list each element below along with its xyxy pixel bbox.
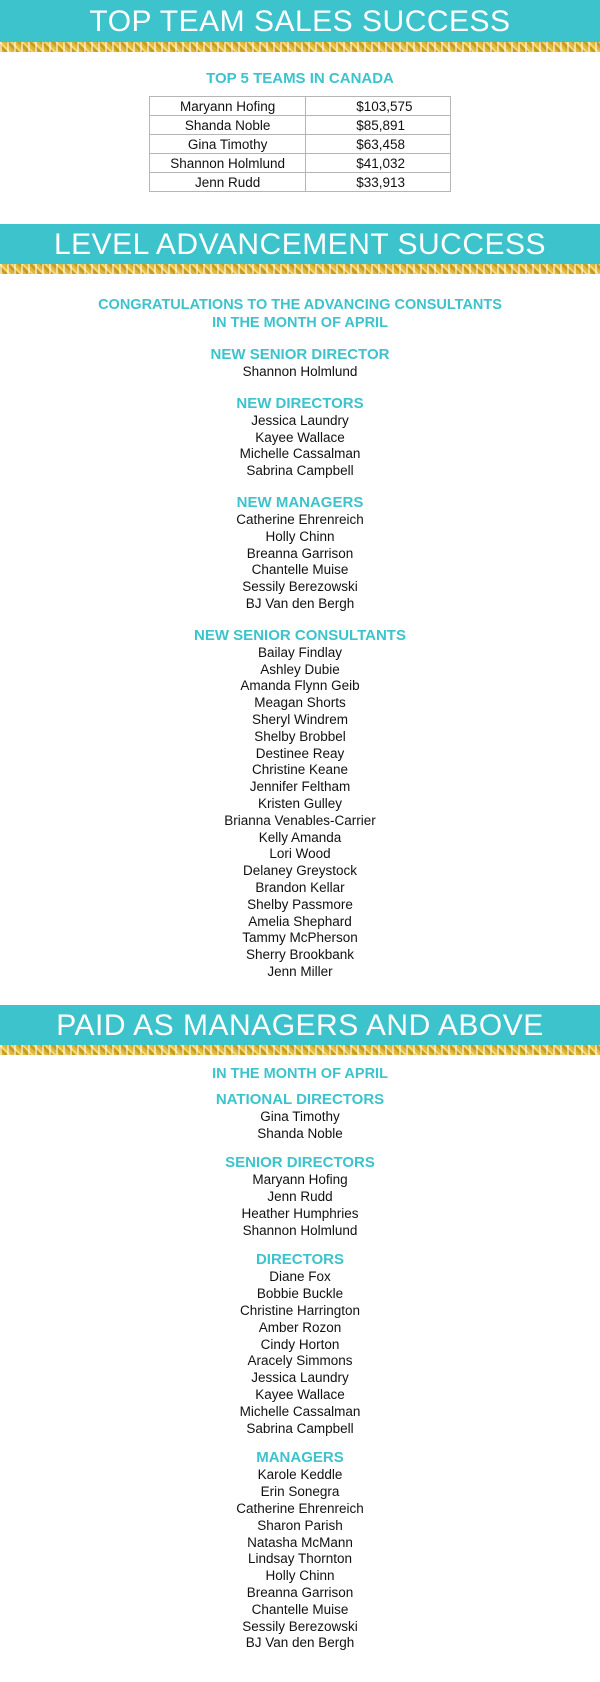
group-heading: NEW MANAGERS <box>236 493 364 511</box>
recognition-group <box>0 395 600 480</box>
consultant-name: Holly Chinn <box>265 1568 335 1584</box>
consultant-name: Holly Chinn <box>265 528 335 544</box>
top-sales-banner-title: TOP TEAM SALES SUCCESS <box>89 5 511 38</box>
consultant-name: Diane Fox <box>269 1269 331 1285</box>
sales-table-row <box>150 173 451 192</box>
team-leader-name: Gina Timothy <box>150 135 306 154</box>
consultant-name: Kayee Wallace <box>255 429 345 445</box>
recognition-group <box>0 494 600 613</box>
consultant-name: Cindy Horton <box>260 1336 340 1352</box>
consultant-name: Aracely Simmons <box>247 1353 353 1369</box>
consultant-name: Amber Rozon <box>258 1319 342 1335</box>
congrats-line-2: IN THE MONTH OF APRIL <box>212 315 388 331</box>
consultant-name: Breanna Garrison <box>246 1585 354 1601</box>
consultant-name: Chantelle Muise <box>251 562 349 578</box>
consultant-name: Sabrina Campbell <box>246 463 354 479</box>
consultant-name: Shelby Brobbel <box>254 728 346 744</box>
consultant-name: Jennifer Feltham <box>249 779 351 795</box>
consultant-name: Lori Wood <box>269 846 331 862</box>
sales-table-row <box>150 97 451 116</box>
name-list <box>0 1467 600 1652</box>
group-heading: NATIONAL DIRECTORS <box>215 1090 385 1108</box>
consultant-name: Jenn Rudd <box>267 1189 333 1205</box>
paid-as-banner <box>0 1005 600 1045</box>
consultant-name: Kayee Wallace <box>255 1387 345 1403</box>
paid-as-month-heading: IN THE MONTH OF APRIL <box>212 1065 388 1082</box>
name-list <box>0 364 600 381</box>
sales-table-row <box>150 154 451 173</box>
consultant-name: Breanna Garrison <box>246 545 354 561</box>
consultant-name: Sherry Brookbank <box>245 947 355 963</box>
consultant-name: Meagan Shorts <box>254 695 346 711</box>
team-leader-name: Maryann Hofing <box>150 97 306 116</box>
consultant-name: Christine Keane <box>251 762 349 778</box>
consultant-name: Jenn Miller <box>267 963 333 979</box>
sales-table-row <box>150 135 451 154</box>
name-list <box>0 1172 600 1239</box>
team-leader-name: Shannon Holmlund <box>150 154 306 173</box>
consultant-name: Lindsay Thornton <box>247 1551 353 1567</box>
recognition-group <box>0 1091 600 1143</box>
level-advancement-banner <box>0 224 600 264</box>
consultant-name: Michelle Cassalman <box>239 446 361 462</box>
consultant-name: Sessily Berezowski <box>242 579 358 595</box>
consultant-name: Jessica Laundry <box>251 1370 349 1386</box>
consultant-name: Catherine Ehrenreich <box>236 511 364 527</box>
consultant-name: Karole Keddle <box>257 1467 343 1483</box>
group-heading: DIRECTORS <box>255 1251 345 1269</box>
group-heading: MANAGERS <box>256 1449 344 1467</box>
top5-sales-table <box>149 96 451 192</box>
congrats-heading <box>0 296 600 332</box>
consultant-name: Delaney Greystock <box>242 863 358 879</box>
name-list <box>0 413 600 480</box>
level-advancement-banner-title: LEVEL ADVANCEMENT SUCCESS <box>53 228 547 261</box>
team-sales-amount: $63,458 <box>306 135 451 154</box>
consultant-name: Destinee Reay <box>255 745 345 761</box>
name-list <box>0 512 600 613</box>
consultant-name: Brandon Kellar <box>255 879 345 895</box>
consultant-name: Kelly Amanda <box>258 829 342 845</box>
name-list <box>0 1269 600 1437</box>
recognition-group <box>0 1251 600 1437</box>
recognition-group <box>0 1449 600 1652</box>
consultant-name: Maryann Hofing <box>252 1172 348 1188</box>
level-advancement-groups <box>0 346 600 981</box>
paid-as-groups <box>0 1091 600 1653</box>
consultant-name: Sharon Parish <box>257 1517 343 1533</box>
consultant-name: Natasha McMann <box>247 1534 353 1550</box>
consultant-name: Shelby Passmore <box>247 896 353 912</box>
consultant-name: Shanda Noble <box>257 1125 343 1141</box>
consultant-name: Michelle Cassalman <box>239 1403 361 1419</box>
top5-heading: TOP 5 TEAMS IN CANADA <box>206 70 394 87</box>
consultant-name: Christine Harrington <box>239 1303 361 1319</box>
consultant-name: Tammy McPherson <box>242 930 358 946</box>
consultant-name: Ashley Dubie <box>260 661 340 677</box>
consultant-name: Erin Sonegra <box>260 1484 340 1500</box>
consultant-name: Bailay Findlay <box>257 644 343 660</box>
paid-as-banner-title: PAID AS MANAGERS AND ABOVE <box>56 1008 544 1042</box>
sales-table-row <box>150 116 451 135</box>
consultant-name: BJ Van den Bergh <box>245 1635 355 1651</box>
group-heading: NEW DIRECTORS <box>236 394 364 412</box>
consultant-name: BJ Van den Bergh <box>245 595 355 611</box>
group-heading: NEW SENIOR DIRECTOR <box>210 346 390 363</box>
team-sales-amount: $41,032 <box>306 154 451 173</box>
consultant-name: Sheryl Windrem <box>251 711 349 727</box>
team-sales-amount: $103,575 <box>306 97 451 116</box>
recognition-group <box>0 1154 600 1239</box>
consultant-name: Amelia Shephard <box>248 913 352 929</box>
consultant-name: Shannon Holmlund <box>242 364 358 379</box>
group-heading: SENIOR DIRECTORS <box>225 1154 375 1172</box>
consultant-name: Brianna Venables-Carrier <box>224 812 376 828</box>
top-sales-banner <box>0 0 600 42</box>
consultant-name: Shannon Holmlund <box>242 1222 358 1238</box>
consultant-name: Sessily Berezowski <box>242 1618 358 1634</box>
congrats-line-1: CONGRATULATIONS TO THE ADVANCING CONSULTANTS <box>98 297 502 313</box>
team-leader-name: Shanda Noble <box>150 116 306 135</box>
recognition-group <box>0 346 600 381</box>
recognition-group <box>0 627 600 981</box>
consultant-name: Jessica Laundry <box>251 412 349 428</box>
consultant-name: Catherine Ehrenreich <box>236 1501 364 1517</box>
consultant-name: Sabrina Campbell <box>246 1420 354 1436</box>
group-heading: NEW SENIOR CONSULTANTS <box>194 626 406 644</box>
team-sales-amount: $85,891 <box>306 116 451 135</box>
name-list <box>0 1109 600 1143</box>
consultant-name: Gina Timothy <box>260 1108 340 1124</box>
team-sales-amount: $33,913 <box>306 173 451 192</box>
consultant-name: Heather Humphries <box>241 1205 359 1221</box>
consultant-name: Chantelle Muise <box>251 1601 349 1617</box>
consultant-name: Amanda Flynn Geib <box>240 678 360 694</box>
name-list <box>0 645 600 981</box>
consultant-name: Bobbie Buckle <box>256 1286 344 1302</box>
team-leader-name: Jenn Rudd <box>150 173 306 192</box>
consultant-name: Kristen Gulley <box>257 795 343 811</box>
